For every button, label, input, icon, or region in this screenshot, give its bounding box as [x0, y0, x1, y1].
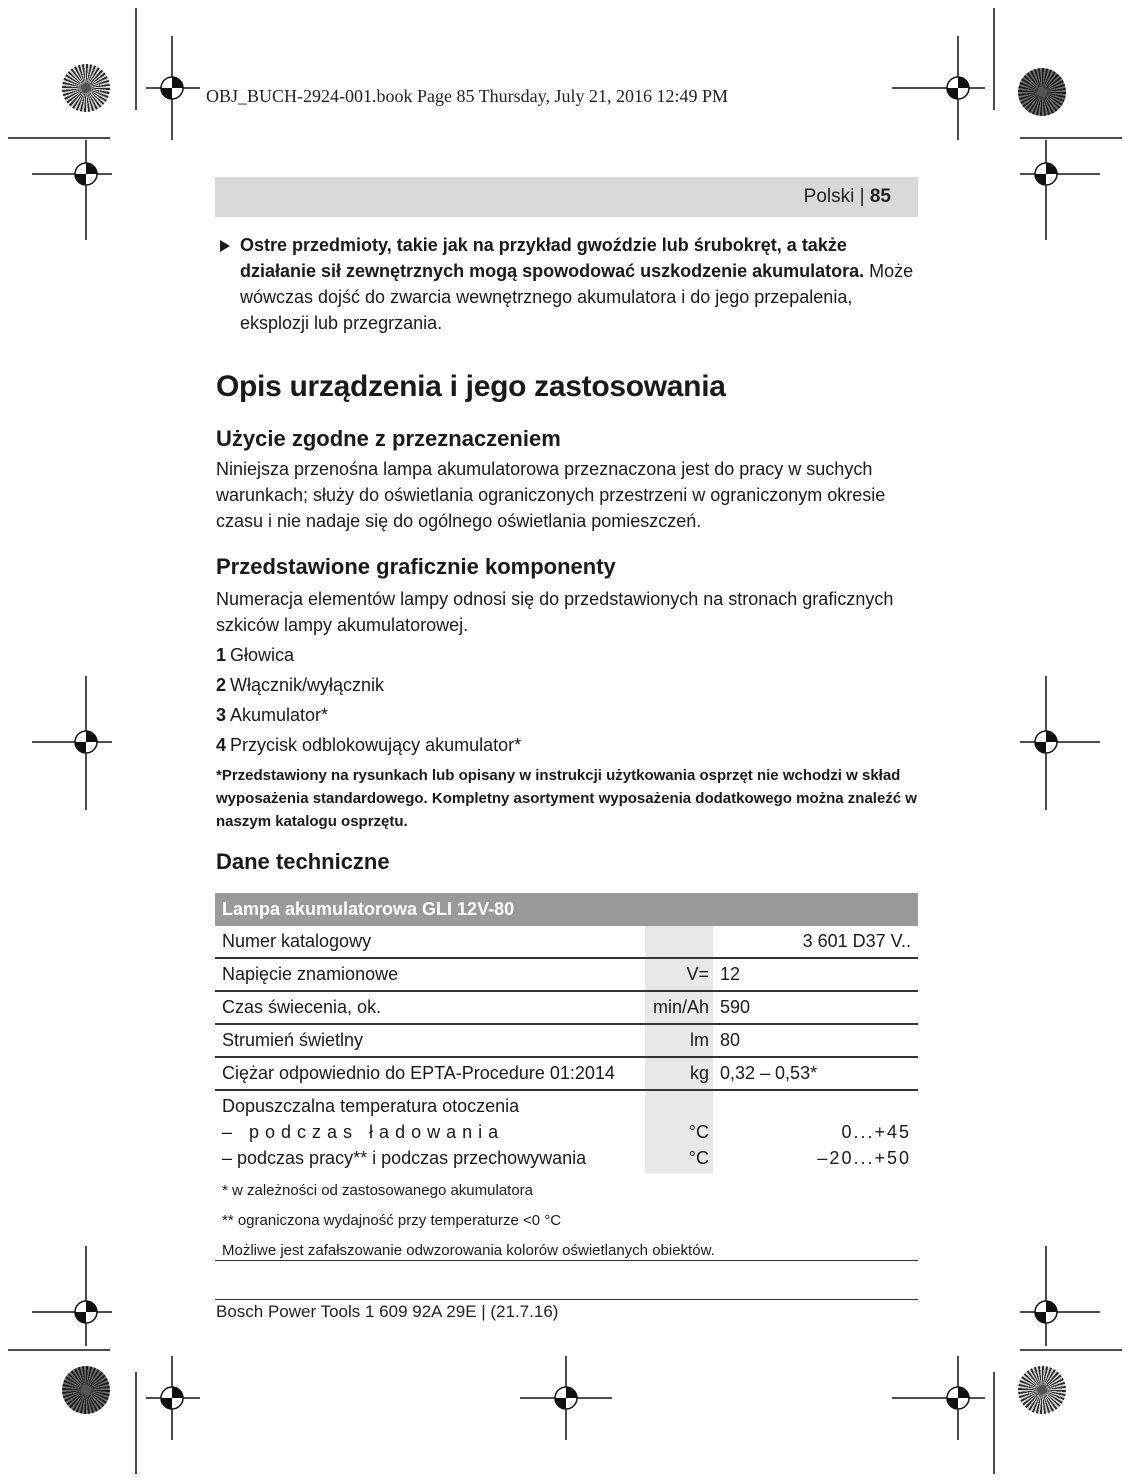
- list-item: [216, 730, 918, 760]
- registration-rosette-icon: [62, 1366, 110, 1414]
- spec-unit: min/Ah: [645, 991, 713, 1024]
- temperature-operation-value: –20...+50: [817, 1148, 911, 1168]
- section-title: Opis urządzenia i jego zastosowania: [216, 370, 726, 403]
- temperature-values: [713, 1090, 918, 1173]
- temperature-charging-label: – podczas ładowania: [222, 1122, 505, 1142]
- spec-name: Strumień świetlny: [215, 1024, 645, 1057]
- spec-unit: lm: [645, 1024, 713, 1057]
- item-number: 3: [216, 705, 227, 725]
- page-content: [216, 232, 918, 875]
- item-label: Akumulator*: [230, 705, 329, 725]
- warning-item: [216, 232, 918, 336]
- temperature-operation-label: – podczas pracy** i podczas przechowywania: [222, 1148, 587, 1168]
- temperature-cell: [215, 1090, 645, 1173]
- spec-name: Numer katalogowy: [215, 926, 645, 958]
- intended-use-heading: Użycie zgodne z przeznaczeniem: [216, 426, 561, 451]
- list-item: [216, 700, 918, 730]
- list-item: [216, 670, 918, 700]
- intended-use-text: Niniejsza przenośna lampa akumulatorowa przeznaczona jest do pracy w suchych warunkach; służy do oświetlania ograniczonych przestrzeni w ograniczonym okresie czasu i nie nadaje się do ogólnego oświetlania pomieszczeń.: [216, 459, 886, 531]
- components-intro: Numeracja elementów lampy odnosi się do przedstawionych na stronach graficznych szkiców lampy akumulatorowej.: [216, 589, 894, 635]
- footnote: ** ograniczona wydajność przy temperaturze <0 °C: [222, 1212, 562, 1229]
- warning-bold-text: Ostre przedmioty, takie jak na przykład gwoździe lub śrubokręt, a także działanie sił zewnętrznych mogą spowodować uszkodzenie akumulatora.: [240, 235, 865, 281]
- item-label: Włącznik/wyłącznik: [230, 675, 385, 695]
- table-row: [215, 991, 918, 1024]
- spec-value: 0,32 – 0,53*: [713, 1057, 918, 1090]
- spec-name: Czas świecenia, ok.: [215, 991, 645, 1024]
- table-row: [215, 926, 918, 958]
- table-footnotes: [222, 1176, 918, 1266]
- spec-unit: [645, 926, 713, 958]
- spec-unit: kg: [645, 1057, 713, 1090]
- table-row: [215, 958, 918, 991]
- list-item: [216, 640, 918, 670]
- table-row-temperature: [215, 1090, 918, 1173]
- registration-rosette-icon: [1018, 68, 1066, 116]
- spec-value: 590: [713, 991, 918, 1024]
- warning-text: Może wówczas dojść do zwarcia wewnętrznego akumulatora i do jego przepalenia, eksplozji lub przegrzania.: [240, 261, 914, 333]
- divider: [215, 1260, 918, 1261]
- registration-rosette-icon: [62, 64, 110, 112]
- page-header-bar: [215, 177, 918, 217]
- spec-name: Ciężar odpowiednio do EPTA-Procedure 01:2014: [215, 1057, 645, 1090]
- item-number: 2: [216, 675, 227, 695]
- page-footer: Bosch Power Tools 1 609 92A 29E | (21.7.16): [216, 1302, 559, 1321]
- header-language: Polski: [803, 186, 855, 207]
- temperature-operation-unit: °C: [688, 1148, 709, 1168]
- temperature-charging-value: 0...+45: [841, 1122, 911, 1142]
- tech-data-heading: Dane techniczne: [216, 849, 390, 874]
- table-row: [215, 1057, 918, 1090]
- table-title: Lampa akumulatorowa GLI 12V-80: [215, 893, 918, 926]
- temperature-units: [645, 1090, 713, 1173]
- bullet-triangle-icon: [220, 240, 230, 252]
- spec-value: 3 601 D37 V..: [713, 926, 918, 958]
- page-header: [804, 186, 891, 208]
- header-separator: |: [859, 186, 865, 207]
- components-heading: Przedstawione graficznie komponenty: [216, 554, 616, 579]
- registration-rosette-icon: [1018, 1366, 1066, 1414]
- footnote: Możliwe jest zafałszowanie odwzorowania kolorów oświetlanych obiektów.: [222, 1242, 715, 1259]
- tech-data-table: [215, 893, 918, 1173]
- spec-value: 12: [713, 958, 918, 991]
- item-number: 1: [216, 645, 227, 665]
- divider: [215, 1299, 918, 1300]
- footnote: * w zależności od zastosowanego akumulatora: [222, 1182, 534, 1199]
- temperature-charging-unit: °C: [688, 1122, 709, 1142]
- spec-unit: V=: [645, 958, 713, 991]
- spec-value: 80: [713, 1024, 918, 1057]
- book-info-line: OBJ_BUCH-2924-001.book Page 85 Thursday, July 21, 2016 12:49 PM: [206, 86, 729, 106]
- item-label: Głowica: [230, 645, 295, 665]
- item-label: Przycisk odblokowujący akumulator*: [230, 735, 522, 755]
- item-number: 4: [216, 735, 227, 755]
- temperature-name: Dopuszczalna temperatura otoczenia: [222, 1096, 520, 1116]
- spec-name: Napięcie znamionowe: [215, 958, 645, 991]
- page-number: 85: [869, 186, 891, 207]
- components-list: [216, 640, 918, 760]
- table-row: [215, 1024, 918, 1057]
- accessories-note: *Przedstawiony na rysunkach lub opisany w instrukcji użytkowania osprzęt nie wchodzi w skład wyposażenia standardowego. Kompletny asortyment wyposażenia dodatkowego można znaleźć w naszym katalogu osprzętu.: [216, 767, 917, 830]
